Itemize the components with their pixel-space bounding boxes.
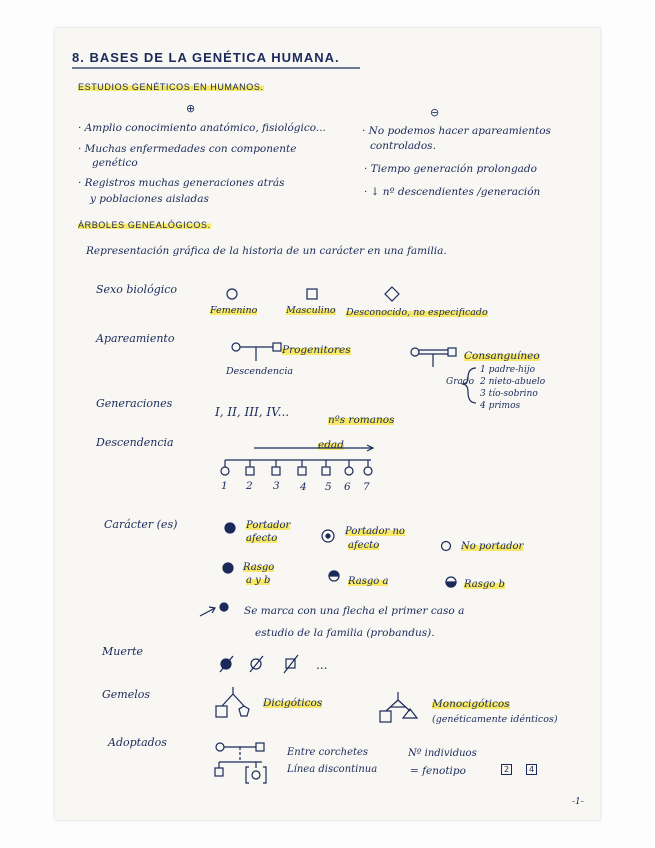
child-number-7: 7	[363, 481, 370, 493]
child-number-4: 4	[300, 481, 307, 493]
dicigoticos-label: Dicigóticos	[263, 697, 323, 709]
roman-numerals: I, II, III, IV...	[215, 405, 290, 419]
fenotipo-label: = fenotipo	[410, 765, 466, 777]
con-item-3: · ↓ nº descendientes /generación	[364, 186, 541, 198]
monocigoticos-note: (genéticamente idénticos)	[432, 714, 558, 725]
label-descendencia: Descendencia	[96, 436, 174, 449]
page-number: -1-	[572, 797, 584, 807]
plus-icon: ⊕	[186, 102, 196, 115]
label-muerte: Muerte	[102, 645, 144, 658]
portador-afecto-l1: Portador	[246, 520, 291, 531]
pro-item-2: · Muchas enfermedades con componente	[78, 143, 297, 155]
grado-4: 4 primos	[480, 401, 521, 411]
rasgo-b-label: Rasgo b	[464, 579, 505, 590]
section-heading-arboles: ÁRBOLES GENEALÓGICOS.	[78, 220, 211, 230]
romanos-note: nºs romanos	[328, 414, 395, 426]
masculino-label: Masculino	[286, 305, 336, 316]
progenitores-label: Progenitores	[282, 344, 351, 356]
child-number-5: 5	[325, 481, 332, 493]
grado-label: Grado	[446, 377, 475, 387]
page-title: 8. BASES DE LA GENÉTICA HUMANA.	[72, 50, 340, 65]
child-number-1: 1	[221, 480, 228, 492]
pro-item-3: · Registros muchas generaciones atrás	[78, 177, 285, 189]
rasgo-ab-l1: Rasgo	[243, 562, 275, 573]
adoptados-line2: Línea discontinua	[287, 764, 378, 775]
individuos-label: Nº individuos	[408, 748, 477, 759]
adoptados-line1: Entre corchetes	[287, 747, 369, 758]
portador-afecto-l2: afecto	[246, 533, 278, 544]
child-number-3: 3	[273, 480, 280, 492]
pro-item-3-cont: y poblaciones aisladas	[90, 193, 209, 205]
descendencia-sublabel: Descendencia	[226, 366, 294, 377]
con-item-1: · No podemos hacer apareamientos	[362, 125, 551, 137]
consanguineo-label: Consanguíneo	[464, 350, 540, 362]
monocigoticos-label: Monocigóticos	[432, 698, 510, 710]
label-adoptados: Adoptados	[108, 736, 167, 749]
proband-text-1: Se marca con una flecha el primer caso a	[244, 605, 465, 617]
edad-label: edad	[318, 439, 344, 451]
grado-2: 2 nieto-abuelo	[480, 377, 546, 387]
label-apareamiento: Apareamiento	[96, 332, 175, 345]
label-generaciones: Generaciones	[96, 397, 173, 410]
rasgo-a-label: Rasgo a	[348, 576, 389, 587]
label-caracter: Carácter (es)	[104, 518, 178, 531]
label-gemelos: Gemelos	[102, 688, 151, 701]
definition-text: Representación gráfica de la historia de un carácter en una familia.	[86, 245, 447, 257]
muerte-ellipsis: ...	[316, 658, 328, 672]
count-box-2: 2	[501, 764, 512, 775]
con-item-2: · Tiempo generación prolongado	[364, 163, 537, 175]
rasgo-ab-l2: a y b	[246, 575, 271, 586]
minus-icon: ⊖	[430, 106, 440, 119]
grado-3: 3 tío-sobrino	[480, 389, 538, 399]
portador-no-afecto-l1: Portador no	[345, 526, 405, 537]
pro-item-1: · Amplio conocimiento anatómico, fisiológico...	[78, 122, 326, 134]
grado-1: 1 padre-hijo	[480, 365, 536, 375]
child-number-6: 6	[344, 481, 351, 493]
con-item-1-cont: controlados.	[370, 140, 436, 152]
pro-item-2-cont: genético	[92, 157, 138, 169]
femenino-label: Femenino	[210, 305, 258, 316]
desconocido-label: Desconocido, no especificado	[346, 307, 488, 318]
child-number-2: 2	[246, 480, 253, 492]
section-heading-estudios: ESTUDIOS GENÉTICOS EN HUMANOS.	[78, 82, 264, 92]
proband-text-2: estudio de la familia (probandus).	[255, 627, 435, 639]
no-portador-label: No portador	[461, 541, 524, 552]
portador-no-afecto-l2: afecto	[348, 540, 380, 551]
count-box-4: 4	[526, 764, 537, 775]
label-sexo: Sexo biológico	[96, 283, 178, 296]
